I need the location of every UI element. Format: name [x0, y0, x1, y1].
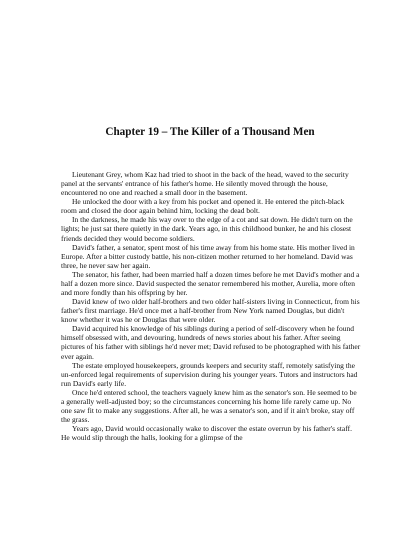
paragraph: David knew of two older half-brothers and two older half-sisters living in Connecticut, from his father's first marriage. He'd once met a half-brother from New York named Douglas, but didn't know whether it was he or Douglas that were older.	[61, 297, 360, 325]
paragraph: The senator, his father, had been married half a dozen times before he met David's mother and a half a dozen more since. David suspected the senator remembered his mother, Aurelia, more often and more fondly than his offspring by her.	[61, 269, 360, 298]
paragraph: Years ago, David would occasionally wake to discover the estate overrun by his father's staff. He would slip through the halls, looking for a glimpse of the	[61, 424, 352, 443]
paragraph: He unlocked the door with a key from his pocket and opened it. He entered the pitch-black room and closed the door again behind him, locking the dead bolt.	[61, 197, 345, 216]
paragraph: Once he'd entered school, the teachers vaguely knew him as the senator's son. He seemed to be a generally well-adjusted boy; so the circumstances concerning his home life rarely came up. No one saw fit to make any suggestions. After all, he was a senator's son, and if it ain't broke, stay off the grass.	[61, 387, 357, 425]
paragraph: In the darkness, he made his way over to the edge of a cot and sat down. He didn't turn on the lights; he just sat there quietly in the dark. Years ago, in this childhood bunker, he and his closest friends decided they would become soldiers.	[61, 215, 353, 243]
paragraph: The estate employed housekeepers, grounds keepers and security staff, remotely satisfying the un-enforced legal requirements of supervision during his younger years. Tutors and instructors had run David's early life.	[61, 360, 358, 388]
paragraph: David acquired his knowledge of his siblings during a period of self-discovery when he found himself obsessed with, and devouring, hundreds of news stories about his father. After seeing pictures of his father with siblings he'd never met; David refused to be photographed with his father ever again.	[61, 324, 361, 361]
chapter-body	[61, 170, 361, 442]
paragraph: Lieutenant Grey, whom Kaz had tried to shoot in the back of the head, waved to the security panel at the servants' entrance of his father's home. He silently moved through the house, encountered no one and reached a small door in the basement.	[61, 170, 349, 198]
chapter-title: Chapter 19 – The Killer of a Thousand Men	[105, 126, 315, 138]
paragraph: David's father, a senator, spent most of his time away from his home state. His mother lived in Europe. After a bitter custody battle, his non-citizen mother returned to her homeland. David was three, he never saw her again.	[61, 242, 355, 270]
